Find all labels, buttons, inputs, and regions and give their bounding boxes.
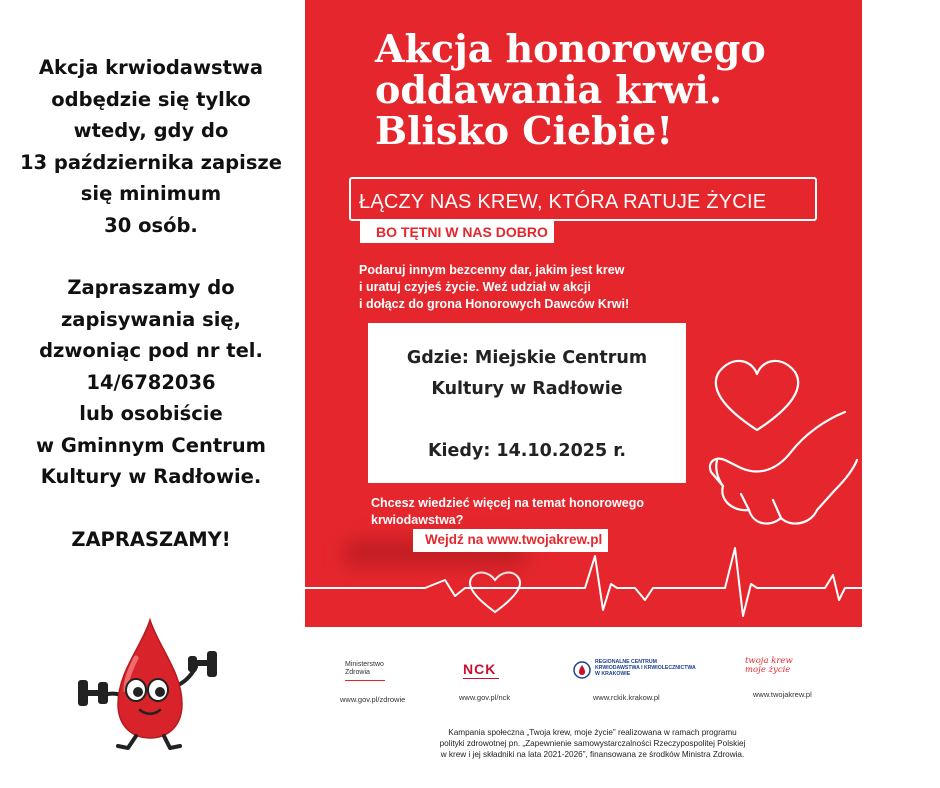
nck-url[interactable]: www.gov.pl/nck <box>459 693 511 702</box>
signup-invitation-text: Zapraszamy do zapisywania się, dzwoniąc pod nr tel. 14/6782036 lub osobiście w Gminnym Centrum Kultury w Radłowie. <box>36 276 266 488</box>
poster-slogan: ŁĄCZY NAS KREW, KTÓRA RATUJE ŻYCIE <box>359 191 767 213</box>
campaign-footer: Kampania społeczna „Twoja krew, moje życie” realizowana w ramach programu polityki zdrowotnej pn. „Zapewnienie samowystarczalności Rzeczypospolitej Polskiej w krew i jej składniki na lata 2021-2026”, finansowana ze środków Ministra Zdrowia. <box>439 728 746 759</box>
more-info-text: Chcesz wiedzieć więcej na temat honorowego krwiodawstwa? <box>371 496 644 527</box>
rckik-url[interactable]: www.rckik.krakow.pl <box>593 693 660 702</box>
poster-intro: Podaruj innym bezcenny dar, jakim jest krew i uratuj czyjeś życie. Weź udział w akcji i dołącz do grona Honorowych Dawców Krwi! <box>359 263 630 311</box>
ministry-logo <box>340 661 406 704</box>
ministry-url[interactable]: www.gov.pl/zdrowie <box>340 695 406 704</box>
rckik-emblem-icon <box>573 661 591 679</box>
signup-condition-text: Akcja krwiodawstwa odbędzie się tylko wtedy, gdy do 13 października zapisze się minimum 30 osób. <box>19 56 283 237</box>
website-link[interactable]: Wejdź na www.twojakrew.pl <box>413 529 608 552</box>
ministry-logo-name: Ministerstwo Zdrowia <box>345 661 384 676</box>
closing-invitation: ZAPRASZAMY! <box>71 527 231 551</box>
poster-title: Akcja honorowego oddawania krwi. Blisko Ciebie! <box>375 26 766 153</box>
nck-logo <box>459 661 511 702</box>
hand-heart-icon <box>710 361 857 524</box>
event-date: Kiedy: 14.10.2025 r. <box>427 441 627 461</box>
poster-sub-slogan: BO TĘTNI W NAS DOBRO <box>360 221 554 243</box>
blood-donation-poster <box>305 0 862 627</box>
twojakrew-logo <box>745 656 812 699</box>
event-info-box <box>368 323 686 483</box>
left-announcement <box>0 52 302 555</box>
event-location: Gdzie: Miejskie Centrum Kultury w Radłowie <box>406 348 648 399</box>
sponsor-logos <box>305 627 862 717</box>
blood-drop-mascot-icon <box>70 612 230 752</box>
heart-outline-icon <box>470 573 520 612</box>
twojakrew-url[interactable]: www.twojakrew.pl <box>753 690 812 699</box>
rckik-logo-name: REGIONALNE CENTRUM KRWIODAWSTWA I KRWIOLECZNICTWA W KRAKOWIE <box>595 659 696 677</box>
nck-logo-name: NCK <box>463 661 497 677</box>
twojakrew-logo-name: twoja krew moje życie <box>745 656 793 675</box>
